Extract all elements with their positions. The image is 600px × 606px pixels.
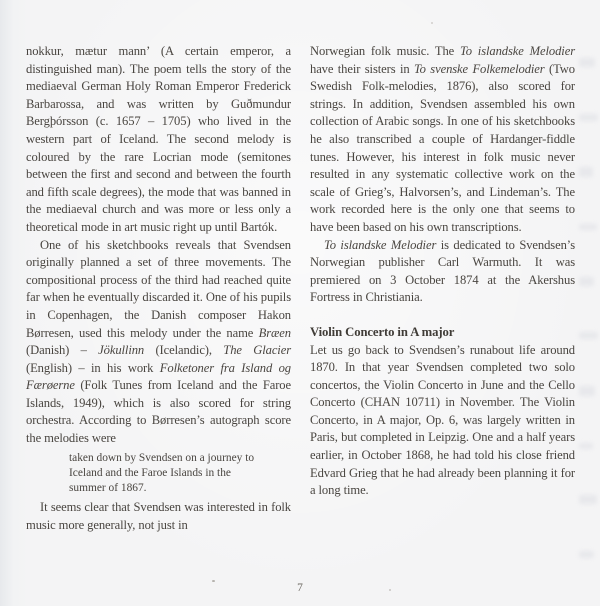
section-heading: Violin Concerto in A major — [310, 324, 455, 339]
left-column — [26, 43, 291, 534]
scan-speck — [389, 589, 391, 591]
text-segment: (Two Swedish Folk-melodies, 1876), also scored for strings. In addition, Svendsen assembled his own collection of Arabic songs. In one of his sketchbooks he also transcribed a couple of Hardanger-fiddle tunes. However, his interest in folk music never resulted in any systematic collective work on the scale of Grieg’s, Halvorsen’s, and Lindeman’s. The work recorded here is the only one that seems to have been based on his own transcriptions. — [310, 61, 575, 234]
text-segment: is dedicated to Svendsen’s Norwegian publisher Carl Warmuth. It was premiered on 3 October 1874 at the Akershus Fortress in Christiania. — [310, 237, 575, 305]
work-title: To islandske Melodier — [324, 237, 437, 252]
work-title: Bræen — [258, 325, 291, 340]
scan-speck — [431, 22, 433, 24]
text-segment: One of his sketchbooks reveals that Svendsen originally planned a set of three movements. The compositional process of the third had reached quite far when he eventually discarded it. One of his pupils in Copenhagen, the Danish composer Hakon Børresen, used this melody under the name — [26, 237, 291, 340]
work-title: The Glacier — [223, 343, 291, 358]
text-segment: (Danish) – — [26, 343, 99, 358]
scan-speck — [212, 580, 215, 582]
bleed-through-artifact — [579, 58, 599, 558]
paragraph: Let us go back to Svendsen’s runabout life around 1870. In that year Svendsen completed two solo concertos, the Violin Concerto in June and the Cello Concerto (CHAN 10711) in November. The Violin Concerto, in A major, Op. 6, was largely written in Paris, but completed in Leipzig. One and a half years earlier, in October 1868, he had told his close friend Edvard Grieg that he had already been planning it for a long time. — [310, 342, 575, 498]
block-quote: taken down by Svendsen on a journey to Iceland and the Faroe Islands in the summer of 1867. — [69, 451, 255, 495]
work-title: To svenske Folkemelodier — [413, 61, 545, 76]
paragraph — [310, 237, 575, 307]
work-title: Jökullinn — [98, 343, 145, 358]
text-segment: (Icelandic), — [144, 343, 224, 358]
paragraph: It seems clear that Svendsen was interested in folk music more generally, not just in — [26, 500, 291, 532]
paragraph-continuation — [310, 43, 575, 237]
paragraph-continuation: nokkur, mætur mann’ (A certain emperor, a distinguished man). The poem tells the story of the mediaeval German Holy Roman Emperor Frederick Barbarossa, and was written by Guðmundur Bergþórsson (c. 1657 – 1705) who lived in the western part of Iceland. The second melody is coloured by the rare Locrian mode (semitones between the first and second and between the fourth and fifth scale degrees), the mode that was banned in the mediaeval church and was more or less only a theoretical mode in art music right up until Bartók. — [26, 44, 291, 234]
text-segment: Norwegian folk music. The — [310, 44, 461, 58]
text-columns — [26, 43, 575, 534]
text-segment: have their sisters in — [310, 61, 414, 76]
right-column — [310, 43, 575, 534]
paragraph — [26, 237, 291, 448]
page-number: 7 — [297, 582, 303, 594]
work-title: Folketoner fra Island og Færøerne — [26, 360, 291, 393]
text-segment: (Folk Tunes from Iceland and the Faroe Islands, 1949), which is also scored for string orchestra. According to Børresen’s autograph score the melodies were — [26, 378, 291, 446]
text-segment: (English) – in his work — [26, 360, 160, 375]
work-title: To islandske Melodier — [460, 44, 575, 58]
